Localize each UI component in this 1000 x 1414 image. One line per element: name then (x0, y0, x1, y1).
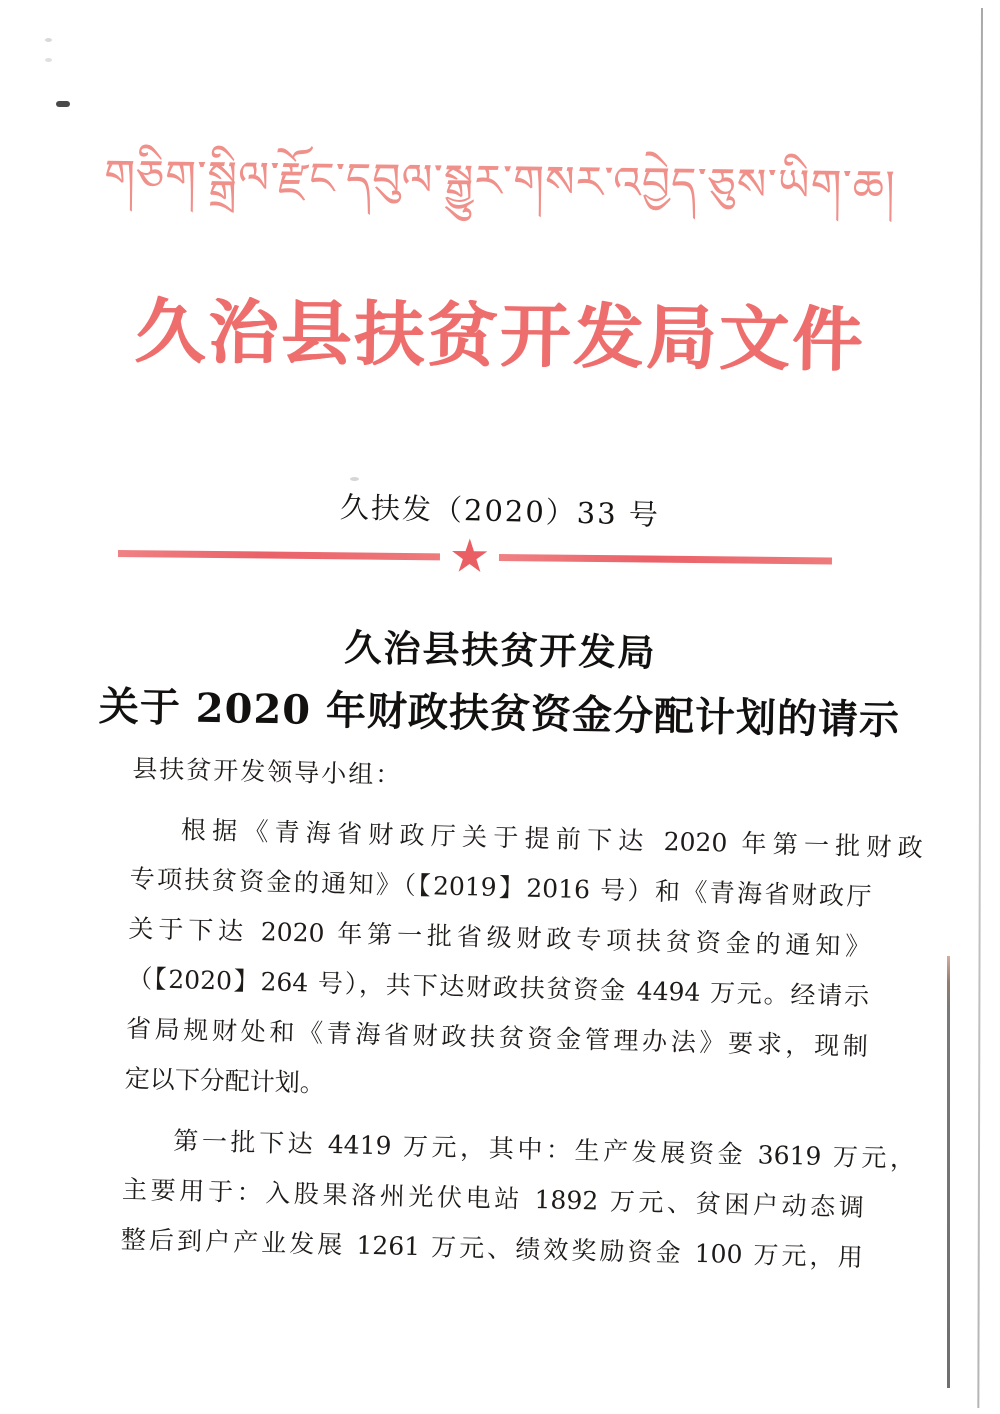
salutation: 县扶贫开发领导小组： (132, 753, 403, 790)
body-line: 省局规财处和《青海省财政扶贫资金管理办法》要求，现制 (125, 1013, 869, 1062)
red-divider (118, 528, 832, 583)
body-line: 专项扶贫资金的通知》（【2019】2016 号）和《青海省财政厅 (129, 863, 872, 912)
paragraph-1 (124, 804, 924, 1122)
body-line: （【2020】264 号），共下达财政扶贫资金 4494 万元。经请示 (126, 963, 870, 1012)
scan-smudge (45, 58, 52, 62)
paragraph-2 (120, 1115, 916, 1283)
body-line: 根据《青海省财政厅关于提前下达 2020 年第一批财政 (180, 815, 924, 863)
tibetan-header-text: གཅིག་སྒྲིལ་རྫོང་དབུལ་སྒྱུར་གསར་འབྱེད་ཅུས་ཡིག་ཆ། (103, 150, 897, 213)
document-number: 久扶发（2020）33 号 (339, 490, 661, 532)
body-line: 整后到户产业发展 1261 万元、绩效奖励资金 100 万元，用 (120, 1224, 864, 1272)
divider-line-right (499, 553, 832, 563)
star-icon: ★ (448, 528, 491, 583)
document-title (0, 611, 1000, 747)
body-line: 定以下分配计划。 (124, 1063, 326, 1098)
body-line: 关于下达 2020 年第一批省级财政专项扶贫资金的通知》 (128, 913, 871, 962)
scan-smudge (45, 38, 52, 42)
scan-edge-line (947, 956, 950, 1388)
body-line: 第一批下达 4419 万元，其中：生产发展资金 3619 万元， (172, 1126, 916, 1174)
scan-smudge (350, 477, 359, 481)
document-title-line1: 久治县扶贫开发局 (344, 625, 657, 675)
agency-masthead-title: 久治县扶贫开发局文件 (134, 289, 866, 382)
scan-smudge (56, 101, 70, 107)
document-body (120, 744, 924, 1283)
document-title-line2: 关于 2020 年财政扶贫资金分配计划的请示 (98, 683, 901, 744)
divider-line-left (118, 550, 440, 560)
body-line: 主要用于：入股果洛州光伏电站 1892 万元、贫困户动态调 (121, 1174, 865, 1222)
